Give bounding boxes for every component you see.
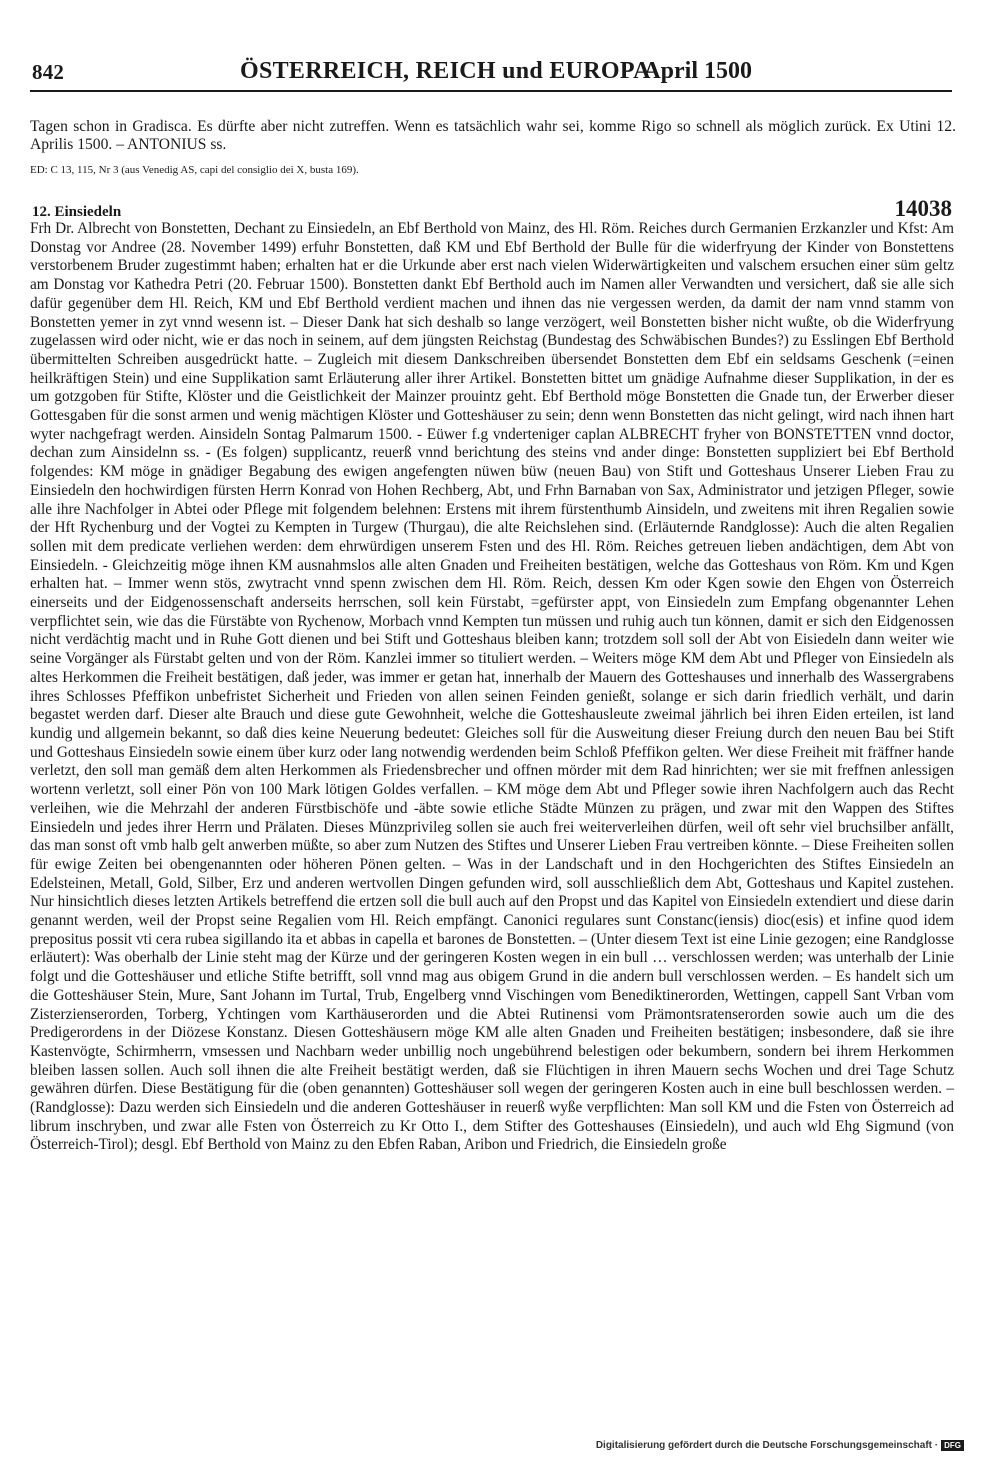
page-number: 842 bbox=[32, 60, 65, 84]
edition-note: ED: C 13, 115, Nr 3 (aus Venedig AS, capi del consiglio dei X, busta 169). bbox=[30, 164, 359, 176]
running-title: ÖSTERREICH, REICH und EUROPA bbox=[240, 58, 651, 84]
funding-text: Digitalisierung gefördert durch die Deutsche Forschungsgemeinschaft · bbox=[595, 1440, 939, 1451]
running-date: April 1500 bbox=[643, 58, 752, 84]
entry-body bbox=[30, 220, 954, 1155]
dfg-logo: DFG bbox=[941, 1440, 964, 1451]
continuation-paragraph: Tagen schon in Gradisca. Es dürfte aber nicht zutreffen. Wenn es tatsächlich wahr sei, komme Rigo so schnell als möglich zurück. Ex Utini 12. Aprilis 1500. – ANTONIUS ss. bbox=[30, 118, 956, 153]
page-header bbox=[30, 58, 952, 92]
entry-place: 12. Einsiedeln bbox=[32, 204, 122, 220]
funding-footer bbox=[596, 1440, 964, 1451]
entry-heading bbox=[30, 196, 952, 222]
entry-text: Frh Dr. Albrecht von Bonstetten, Dechant zu Einsiedeln, an Ebf Berthold von Mainz, des Hl. Röm. Reiches durch Germanien Erzkanzler und Kfst: Am Donstag vor Andree (28. November 1499) erfuhr Bonstetten, daß KM und Ebf Berthold der Bulle für die widerfryung der Kinder von Bonstettens verstorbenem Bruder zugestimmt haben; erhalten hat er die Urkunde aber erst nach vielen Widerwärtigkeiten und valschem ersuchen einer süm geltz am Donstag vor Kathedra Petri (20. Februar 1500). Bonstetten dankt Ebf Berthold auch im Namen aller Verwandten und versichert, daß sie alle sich dafür gegenüber dem Hl. Reich, KM und Ebf Berthold verdient machen und ihnen das nie vergessen werden, da damit der nam vnnd stamm von Bonstetten yemer in zyt vnnd wesenn ist. – Dieser Dank hat sich deshalb so lange verzögert, weil Bonstetten bisher nicht wußte, ob die Widerfryung zugelassen wird oder nicht, wie er das noch in seinem, auf dem jüngsten Reichstag (Bundestag des Schwäbischen Bundes?) zu Esslingen Ebf Berthold übermittelten Schreiben ausgedrückt hatte. – Zugleich mit diesem Dankschreiben übersendet Bonstetten dem Ebf ein seldsams Geschenk (=einen heilkräftigen Stein) und eine Supplikation samt Erläuterung aller ihrer Artikel. Bonstetten bittet um gnädige Aufnahme dieser Supplikation, in der es um gotzgoben für Stifte, Klöster und die Geistlichkeit der Mainzer prouintz geht. Ebf Berthold möge Bonstetten die Gnade tun, der Erwerber dieser Gottesgaben für die sonst armen und wenig mächtigen Klöster und Gotteshäuser zu sein; denn wenn Bonstetten das nicht gelingt, wird nach ihnen hart wyter nachgefragt werden. Ainsideln Sontag Palmarum 1500. - Eüwer f.g vnderteniger caplan ALBRECHT fryher von BONSTETTEN vnnd doctor, dechan zum Ainsidelnn ss. - (Es folgen) supplicantz, reuerß vnnd berichtung des steins vnd ander dinge: Bonstetten suppliziert bei Ebf Berthold folgendes: KM möge in gnädiger Begabung des ewigen angefengten nüwen büw (neuen Bau) von Stift und Gotteshaus Unserer Lieben Frau zu Einsiedeln den hochwirdigen fürsten Herrn Konrad von Hohen Rechberg, Abt, und Frhn Barnaban von Sax, Administrator und jetzigen Pfleger, sowie alle ihre Nachfolger in Abtei oder Pflege mit folgendem belehnen: Erstens mit ihrem fürstenthumb Ainsideln, und zweitens mit ihren Regalien sowie der Hft Rychenburg und der Vogtei zu Kempten in Turgew (Thurgau), die alte Reichslehen sind. (Erläuternde Randglosse): Auch die alten Regalien sollen mit dem predicate verliehen werden: dem ehrwürdigen unserem Fsten und des Hl. Röm. Reiches getreuen lieben andächtigen, dem Abt von Einsiedeln. - Gleichzeitig möge ihnen KM ausnahmslos alle alten Gnaden und Freiheiten bestätigen, welche das Gotteshaus von Röm. Km und Kgen erhalten hat. – Immer wenn stös, zwytracht vnnd spenn zwischen dem Hl. Röm. Reich, dessen Km oder Kgen sowie den Ehgen von Österreich einerseits und der Eidgenossenschaft anderseits herrschen, soll kein Fürstabt, =gefürster appt, von Einsiedeln zum Empfang obgenannter Lehen verpflichtet sein, wie das die Fürstäbte von Rychenow, Morbach vnnd Kempten tun müssen und ruhig auch tun können, damit er sich den Eidgenossen nicht verdächtig macht und in Ruhe Gott dienen und bei Stift und Gotteshaus bleiben kann; trotzdem soll soll der Abt von Eisiedeln dann weiter wie seine Vorgänger als Fürstabt gelten und von der Röm. Kanzlei immer so tituliert werden. – Weiters möge KM dem Abt und Pfleger von Einsiedeln als altes Herkommen die Freiheit bestätigen, daß jeder, was immer er getan hat, innerhalb der Mauern des Gotteshauses und innerhalb des Wassergrabens ihres Schlosses Pfeffikon unbefristet Sicherheit und Frieden von allen seinen Feinden genießt, solange er sich darin friedlich verhält, und darin begastet werden darf. Dieser alte Brauch und diese gute Gewohnheit, welche die Gotteshausleute zweimal jährlich bei ihren Eiden erteilen, ist land kundig und allgemein bekannt, so daß dies keine Neuerung bedeutet: Gleiches soll für die Ausweitung dieser Freiung durch den neuen Bau bei Stift und Gotteshaus Einsiedeln sowie einem über kurz oder lang notwendig werdenden beim Schloß Pfeffikon gelten. Wer diese Freiheit mit fräffner hande verletzt, den soll man gemäß dem alten Herkommen als Friedensbrecher und offnen mörder mit dem Rad hinrichten; wer sie mit freffnen anlessigen wortenn verletzt, soll einer Pön von 100 Mark lötigen Goldes verfallen. – KM möge dem Abt und Pfleger sowie ihren Nachfolgern auch das Recht verleihen, wie die Mehrzahl der anderen Fürstbischöfe und -äbte sowie etliche Städte Münzen zu prägen, und zwar mit den Wappen des Stiftes Einsiedeln und jedes ihrer Herrn und Prälaten. Dieses Münzprivileg sollen sie auch frei weiterverleihen dürfen, weil oft sehr viel bruchsilber anfällt, das man sonst oft vmb halb gelt anwerben müßte, so aber zum Nutzen des Stiftes und Unserer Lieben Frau vertreiben könnte. – Diese Freiheiten sollen für ewige Zeiten bei obengenannten oder höheren Pönen gelten. – Was in der Landschaft und in den Hochgerichten des Stiftes Einsiedeln an Edelsteinen, Metall, Gold, Silber, Erz und anderen wertvollen Dingen gefunden wird, soll ausschließlich dem Abt, Gotteshaus und Kapitel zustehen. Nur hinsichtlich dieses letzten Artikels betreffend die ertzen soll die bull auch auf den Propst und das Kapitel von Einsiedeln extendiert und diese darin genannt werden, weil der Propst seine Regalien vom Hl. Reich empfängt. Canonici regulares sunt Constanc(iensis) dioc(esis) et infine quod idem prepositus possit vti cera rubea sigillando ita et abbas in capella et barones de Bonstetten. – (Unter diesem Text ist eine Linie gezogen; eine Randglosse erläutert): Was oberhalb der Linie steht mag der Kürze und der geringeren Kosten wegen in ein bull … verschlossen werden; was unterhalb der Linie folgt und die Gotteshäuser und etliche Stifte betrifft, soll vnnd mag aus obigem Grund in die andern bull verschlossen werden. – Es handelt sich um die Gotteshäuser Stein, Mure, Sant Johann im Turtal, Trub, Engelberg vnnd Vischingen vom Benediktinerorden, Wettingen, cappell Sant Vrban vom Zisterzienserorden, Torberg, Ychtingen vom Karthäuserorden und die Abtei Rutinensi vom Prämontsratenserorden sowie auch um die des Predigerordens in der Diözese Konstanz. Diesen Gotteshäusern möge KM alle alten Gnaden und Freiheiten bestätigen; insbesondere, daß sie ihre Kastenvögte, Schirmherrn, vmsessen und Nachbarn weder unbillig noch ungebührend belestigen oder bekumbern, sondern bei ihrem Herkommen bleiben lassen sollen. Auch soll ihnen die alte Freiheit bestätigt werden, daß sie Flüchtigen in ihren Mauern sechs Wochen und drei Tage Schutz gewähren dürfen. Diese Bestätigung für die (oben genannten) Gotteshäuser soll wegen der geringeren Kosten auch in eine bull beschlossen werden. – (Randglosse): Dazu werden sich Einsiedeln und die anderen Gotteshäuser in reuerß wyße verpflichten: Man soll KM und die Fsten von Österreich ad librum inschryben, und zwar alle Fsten von Österreich zu Kr Otto I., dem Stifter des Gotteshauses (Einsiedeln), und auch wld Ehg Sigmund (von Österreich-Tirol); desgl. Ebf Berthold von Mainz zu den Ebfen Raban, Aribon und Friedrich, die Einsiedeln große bbox=[30, 220, 954, 1154]
regest-number: 14038 bbox=[894, 196, 952, 221]
